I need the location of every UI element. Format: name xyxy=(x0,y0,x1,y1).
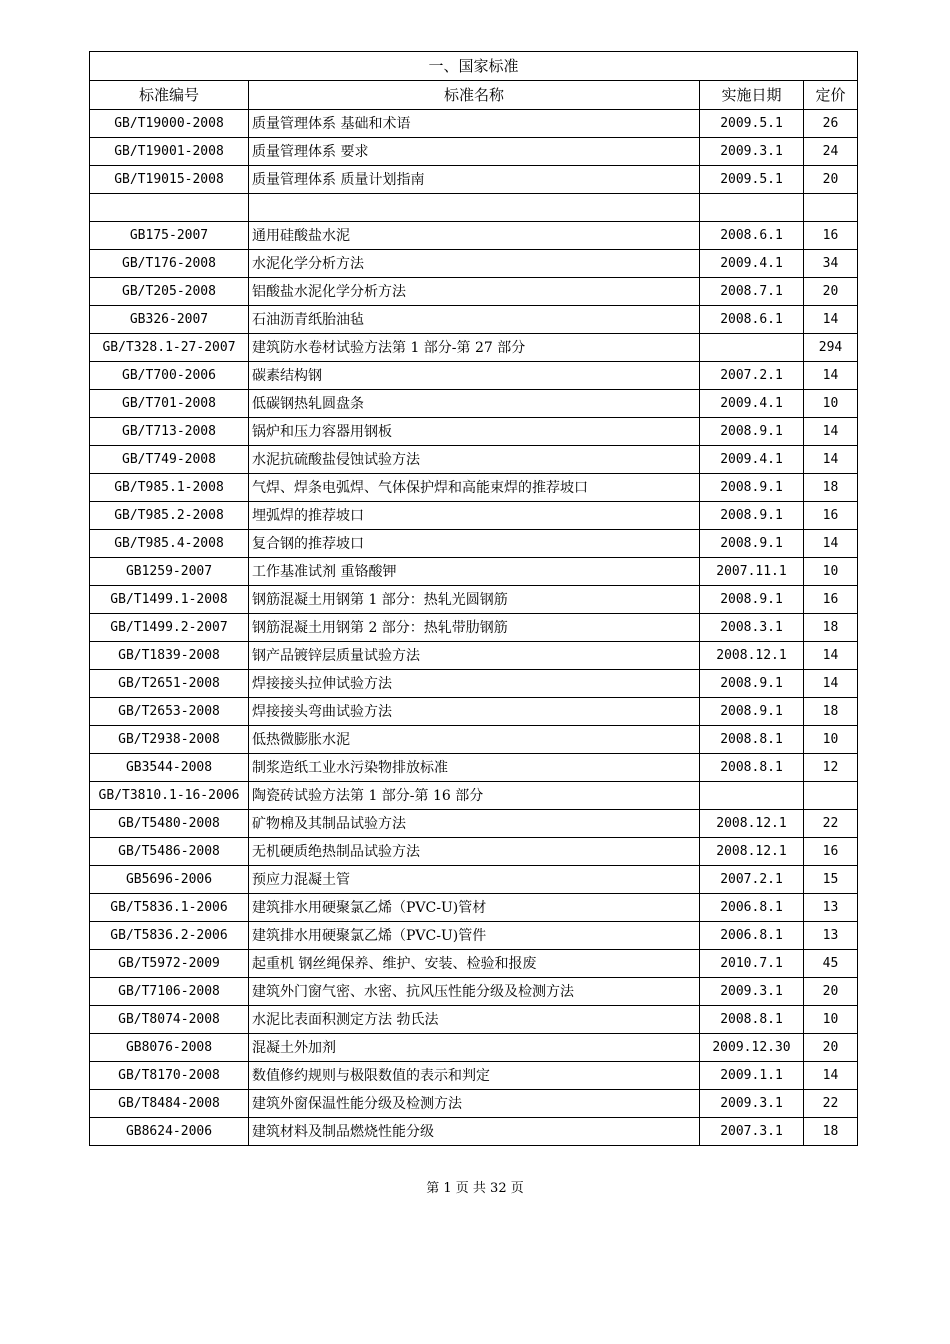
price-cell: 18 xyxy=(804,1118,858,1146)
standard-name-cell: 低热微膨胀水泥 xyxy=(249,726,700,754)
price-cell: 22 xyxy=(804,810,858,838)
standard-name-cell: 焊接接头拉伸试验方法 xyxy=(249,670,700,698)
standard-name-cell: 通用硅酸盐水泥 xyxy=(249,222,700,250)
standard-code-cell: GB/T7106-2008 xyxy=(90,978,249,1006)
standard-name-cell: 数值修约规则与极限数值的表示和判定 xyxy=(249,1062,700,1090)
table-row xyxy=(90,334,858,362)
table-row xyxy=(90,418,858,446)
table-row xyxy=(90,138,858,166)
price-cell: 16 xyxy=(804,838,858,866)
standard-name-cell: 陶瓷砖试验方法第 1 部分-第 16 部分 xyxy=(249,782,700,810)
standard-name-cell: 无机硬质绝热制品试验方法 xyxy=(249,838,700,866)
effective-date-cell: 2009.3.1 xyxy=(700,138,804,166)
price-cell: 22 xyxy=(804,1090,858,1118)
price-cell: 18 xyxy=(804,614,858,642)
standard-name-cell: 质量管理体系 质量计划指南 xyxy=(249,166,700,194)
price-cell: 16 xyxy=(804,222,858,250)
price-cell: 14 xyxy=(804,362,858,390)
table-row xyxy=(90,166,858,194)
effective-date-cell: 2006.8.1 xyxy=(700,922,804,950)
table-row xyxy=(90,670,858,698)
table-row xyxy=(90,810,858,838)
standard-name-cell: 埋弧焊的推荐坡口 xyxy=(249,502,700,530)
standard-name-cell: 质量管理体系 基础和术语 xyxy=(249,110,700,138)
table-row xyxy=(90,754,858,782)
price-cell: 20 xyxy=(804,1034,858,1062)
price-cell xyxy=(804,194,858,222)
price-cell: 20 xyxy=(804,278,858,306)
table-row xyxy=(90,1062,858,1090)
standard-code-cell: GB/T713-2008 xyxy=(90,418,249,446)
effective-date-cell: 2008.12.1 xyxy=(700,642,804,670)
effective-date-cell: 2008.9.1 xyxy=(700,586,804,614)
table-row xyxy=(90,502,858,530)
standard-name-cell: 水泥化学分析方法 xyxy=(249,250,700,278)
price-cell: 10 xyxy=(804,390,858,418)
table-row xyxy=(90,866,858,894)
effective-date-cell: 2009.3.1 xyxy=(700,1090,804,1118)
price-cell: 16 xyxy=(804,586,858,614)
header-name: 标准名称 xyxy=(249,81,700,110)
standard-name-cell: 复合钢的推荐坡口 xyxy=(249,530,700,558)
standard-code-cell: GB/T176-2008 xyxy=(90,250,249,278)
price-cell: 13 xyxy=(804,922,858,950)
effective-date-cell: 2008.9.1 xyxy=(700,474,804,502)
standard-code-cell: GB3544-2008 xyxy=(90,754,249,782)
effective-date-cell: 2008.8.1 xyxy=(700,726,804,754)
standard-code-cell: GB1259-2007 xyxy=(90,558,249,586)
standard-code-cell: GB/T8170-2008 xyxy=(90,1062,249,1090)
price-cell xyxy=(804,782,858,810)
standard-code-cell: GB/T749-2008 xyxy=(90,446,249,474)
standard-code-cell: GB/T5836.1-2006 xyxy=(90,894,249,922)
effective-date-cell: 2007.2.1 xyxy=(700,866,804,894)
standard-code-cell: GB/T985.1-2008 xyxy=(90,474,249,502)
standards-table xyxy=(89,51,858,1146)
table-row xyxy=(90,782,858,810)
standard-code-cell: GB/T8074-2008 xyxy=(90,1006,249,1034)
standard-code-cell: GB/T5836.2-2006 xyxy=(90,922,249,950)
header-code: 标准编号 xyxy=(90,81,249,110)
section-title: 一、国家标准 xyxy=(90,52,858,81)
standard-name-cell: 石油沥青纸胎油毡 xyxy=(249,306,700,334)
price-cell: 14 xyxy=(804,306,858,334)
standard-name-cell: 钢产品镀锌层质量试验方法 xyxy=(249,642,700,670)
standard-name-cell: 建筑外门窗气密、水密、抗风压性能分级及检测方法 xyxy=(249,978,700,1006)
standard-name-cell: 矿物棉及其制品试验方法 xyxy=(249,810,700,838)
price-cell: 294 xyxy=(804,334,858,362)
table-row xyxy=(90,922,858,950)
table-row xyxy=(90,110,858,138)
table-row xyxy=(90,390,858,418)
price-cell: 14 xyxy=(804,670,858,698)
standard-name-cell: 低碳钢热轧圆盘条 xyxy=(249,390,700,418)
standard-name-cell xyxy=(249,194,700,222)
standard-name-cell: 质量管理体系 要求 xyxy=(249,138,700,166)
standard-name-cell: 铝酸盐水泥化学分析方法 xyxy=(249,278,700,306)
table-row xyxy=(90,894,858,922)
standard-name-cell: 钢筋混凝土用钢第 2 部分：热轧带肋钢筋 xyxy=(249,614,700,642)
effective-date-cell: 2008.3.1 xyxy=(700,614,804,642)
standard-code-cell: GB/T19015-2008 xyxy=(90,166,249,194)
table-row xyxy=(90,222,858,250)
effective-date-cell: 2009.4.1 xyxy=(700,446,804,474)
effective-date-cell: 2007.3.1 xyxy=(700,1118,804,1146)
effective-date-cell: 2008.6.1 xyxy=(700,222,804,250)
table-row xyxy=(90,194,858,222)
price-cell: 34 xyxy=(804,250,858,278)
standard-code-cell xyxy=(90,194,249,222)
page-footer: 第 1 页 共 32 页 xyxy=(426,1181,524,1196)
price-cell: 16 xyxy=(804,502,858,530)
table-row xyxy=(90,1118,858,1146)
price-cell: 12 xyxy=(804,754,858,782)
standard-name-cell: 钢筋混凝土用钢第 1 部分：热轧光圆钢筋 xyxy=(249,586,700,614)
effective-date-cell: 2007.2.1 xyxy=(700,362,804,390)
standard-name-cell: 工作基准试剂 重铬酸钾 xyxy=(249,558,700,586)
standard-code-cell: GB/T5486-2008 xyxy=(90,838,249,866)
standard-name-cell: 锅炉和压力容器用钢板 xyxy=(249,418,700,446)
price-cell: 10 xyxy=(804,558,858,586)
effective-date-cell: 2008.7.1 xyxy=(700,278,804,306)
standard-name-cell: 焊接接头弯曲试验方法 xyxy=(249,698,700,726)
standard-name-cell: 水泥抗硫酸盐侵蚀试验方法 xyxy=(249,446,700,474)
table-row xyxy=(90,1006,858,1034)
standard-name-cell: 建筑外窗保温性能分级及检测方法 xyxy=(249,1090,700,1118)
standard-code-cell: GB/T2653-2008 xyxy=(90,698,249,726)
effective-date-cell: 2009.4.1 xyxy=(700,250,804,278)
table-row xyxy=(90,1090,858,1118)
table-row xyxy=(90,950,858,978)
price-cell: 14 xyxy=(804,1062,858,1090)
table-row xyxy=(90,362,858,390)
table-row xyxy=(90,726,858,754)
standard-name-cell: 混凝土外加剂 xyxy=(249,1034,700,1062)
price-cell: 20 xyxy=(804,978,858,1006)
standard-name-cell: 起重机 钢丝绳保养、维护、安装、检验和报废 xyxy=(249,950,700,978)
table-row xyxy=(90,278,858,306)
standard-code-cell: GB/T701-2008 xyxy=(90,390,249,418)
standard-code-cell: GB/T19000-2008 xyxy=(90,110,249,138)
standard-code-cell: GB/T700-2006 xyxy=(90,362,249,390)
standards-sheet xyxy=(89,51,857,1146)
price-cell: 20 xyxy=(804,166,858,194)
standard-name-cell: 碳素结构钢 xyxy=(249,362,700,390)
effective-date-cell: 2006.8.1 xyxy=(700,894,804,922)
price-cell: 18 xyxy=(804,474,858,502)
effective-date-cell: 2009.5.1 xyxy=(700,166,804,194)
price-cell: 15 xyxy=(804,866,858,894)
effective-date-cell: 2009.1.1 xyxy=(700,1062,804,1090)
standard-code-cell: GB/T5972-2009 xyxy=(90,950,249,978)
price-cell: 45 xyxy=(804,950,858,978)
standard-code-cell: GB/T1839-2008 xyxy=(90,642,249,670)
standard-code-cell: GB/T3810.1-16-2006 xyxy=(90,782,249,810)
effective-date-cell: 2008.12.1 xyxy=(700,810,804,838)
standard-name-cell: 建筑排水用硬聚氯乙烯（PVC-U)管材 xyxy=(249,894,700,922)
effective-date-cell: 2008.6.1 xyxy=(700,306,804,334)
standard-code-cell: GB/T985.2-2008 xyxy=(90,502,249,530)
table-row xyxy=(90,306,858,334)
effective-date-cell: 2010.7.1 xyxy=(700,950,804,978)
header-price: 定价 xyxy=(804,81,858,110)
effective-date-cell: 2009.3.1 xyxy=(700,978,804,1006)
effective-date-cell: 2008.9.1 xyxy=(700,530,804,558)
price-cell: 14 xyxy=(804,446,858,474)
table-row xyxy=(90,586,858,614)
price-cell: 14 xyxy=(804,418,858,446)
effective-date-cell: 2008.9.1 xyxy=(700,670,804,698)
table-row xyxy=(90,698,858,726)
table-row xyxy=(90,978,858,1006)
effective-date-cell: 2008.8.1 xyxy=(700,754,804,782)
price-cell: 10 xyxy=(804,726,858,754)
effective-date-cell: 2008.9.1 xyxy=(700,502,804,530)
table-row xyxy=(90,642,858,670)
standard-code-cell: GB8076-2008 xyxy=(90,1034,249,1062)
standard-code-cell: GB/T2651-2008 xyxy=(90,670,249,698)
standard-name-cell: 制浆造纸工业水污染物排放标准 xyxy=(249,754,700,782)
effective-date-cell: 2009.4.1 xyxy=(700,390,804,418)
price-cell: 10 xyxy=(804,1006,858,1034)
standard-code-cell: GB/T5480-2008 xyxy=(90,810,249,838)
table-row xyxy=(90,1034,858,1062)
price-cell: 24 xyxy=(804,138,858,166)
header-date: 实施日期 xyxy=(700,81,804,110)
standard-name-cell: 建筑防水卷材试验方法第 1 部分-第 27 部分 xyxy=(249,334,700,362)
table-row xyxy=(90,838,858,866)
table-row xyxy=(90,250,858,278)
standard-name-cell: 气焊、焊条电弧焊、气体保护焊和高能束焊的推荐坡口 xyxy=(249,474,700,502)
header-row xyxy=(90,81,858,110)
standard-code-cell: GB/T2938-2008 xyxy=(90,726,249,754)
effective-date-cell: 2007.11.1 xyxy=(700,558,804,586)
price-cell: 13 xyxy=(804,894,858,922)
standard-code-cell: GB8624-2006 xyxy=(90,1118,249,1146)
standard-code-cell: GB/T1499.1-2008 xyxy=(90,586,249,614)
table-row xyxy=(90,558,858,586)
effective-date-cell xyxy=(700,782,804,810)
standard-code-cell: GB/T985.4-2008 xyxy=(90,530,249,558)
standard-code-cell: GB/T205-2008 xyxy=(90,278,249,306)
price-cell: 14 xyxy=(804,642,858,670)
price-cell: 18 xyxy=(804,698,858,726)
standard-name-cell: 预应力混凝土管 xyxy=(249,866,700,894)
effective-date-cell xyxy=(700,334,804,362)
table-row xyxy=(90,446,858,474)
table-row xyxy=(90,614,858,642)
table-row xyxy=(90,530,858,558)
effective-date-cell: 2009.12.30 xyxy=(700,1034,804,1062)
standard-code-cell: GB/T8484-2008 xyxy=(90,1090,249,1118)
effective-date-cell: 2008.9.1 xyxy=(700,418,804,446)
standard-name-cell: 建筑材料及制品燃烧性能分级 xyxy=(249,1118,700,1146)
standard-code-cell: GB/T328.1-27-2007 xyxy=(90,334,249,362)
standard-code-cell: GB/T19001-2008 xyxy=(90,138,249,166)
section-title-row xyxy=(90,52,858,81)
effective-date-cell: 2009.5.1 xyxy=(700,110,804,138)
price-cell: 26 xyxy=(804,110,858,138)
standard-code-cell: GB175-2007 xyxy=(90,222,249,250)
standard-name-cell: 建筑排水用硬聚氯乙烯（PVC-U)管件 xyxy=(249,922,700,950)
effective-date-cell: 2008.9.1 xyxy=(700,698,804,726)
effective-date-cell xyxy=(700,194,804,222)
standard-name-cell: 水泥比表面积测定方法 勃氏法 xyxy=(249,1006,700,1034)
table-row xyxy=(90,474,858,502)
standard-code-cell: GB/T1499.2-2007 xyxy=(90,614,249,642)
effective-date-cell: 2008.8.1 xyxy=(700,1006,804,1034)
standard-code-cell: GB5696-2006 xyxy=(90,866,249,894)
price-cell: 14 xyxy=(804,530,858,558)
standard-code-cell: GB326-2007 xyxy=(90,306,249,334)
effective-date-cell: 2008.12.1 xyxy=(700,838,804,866)
